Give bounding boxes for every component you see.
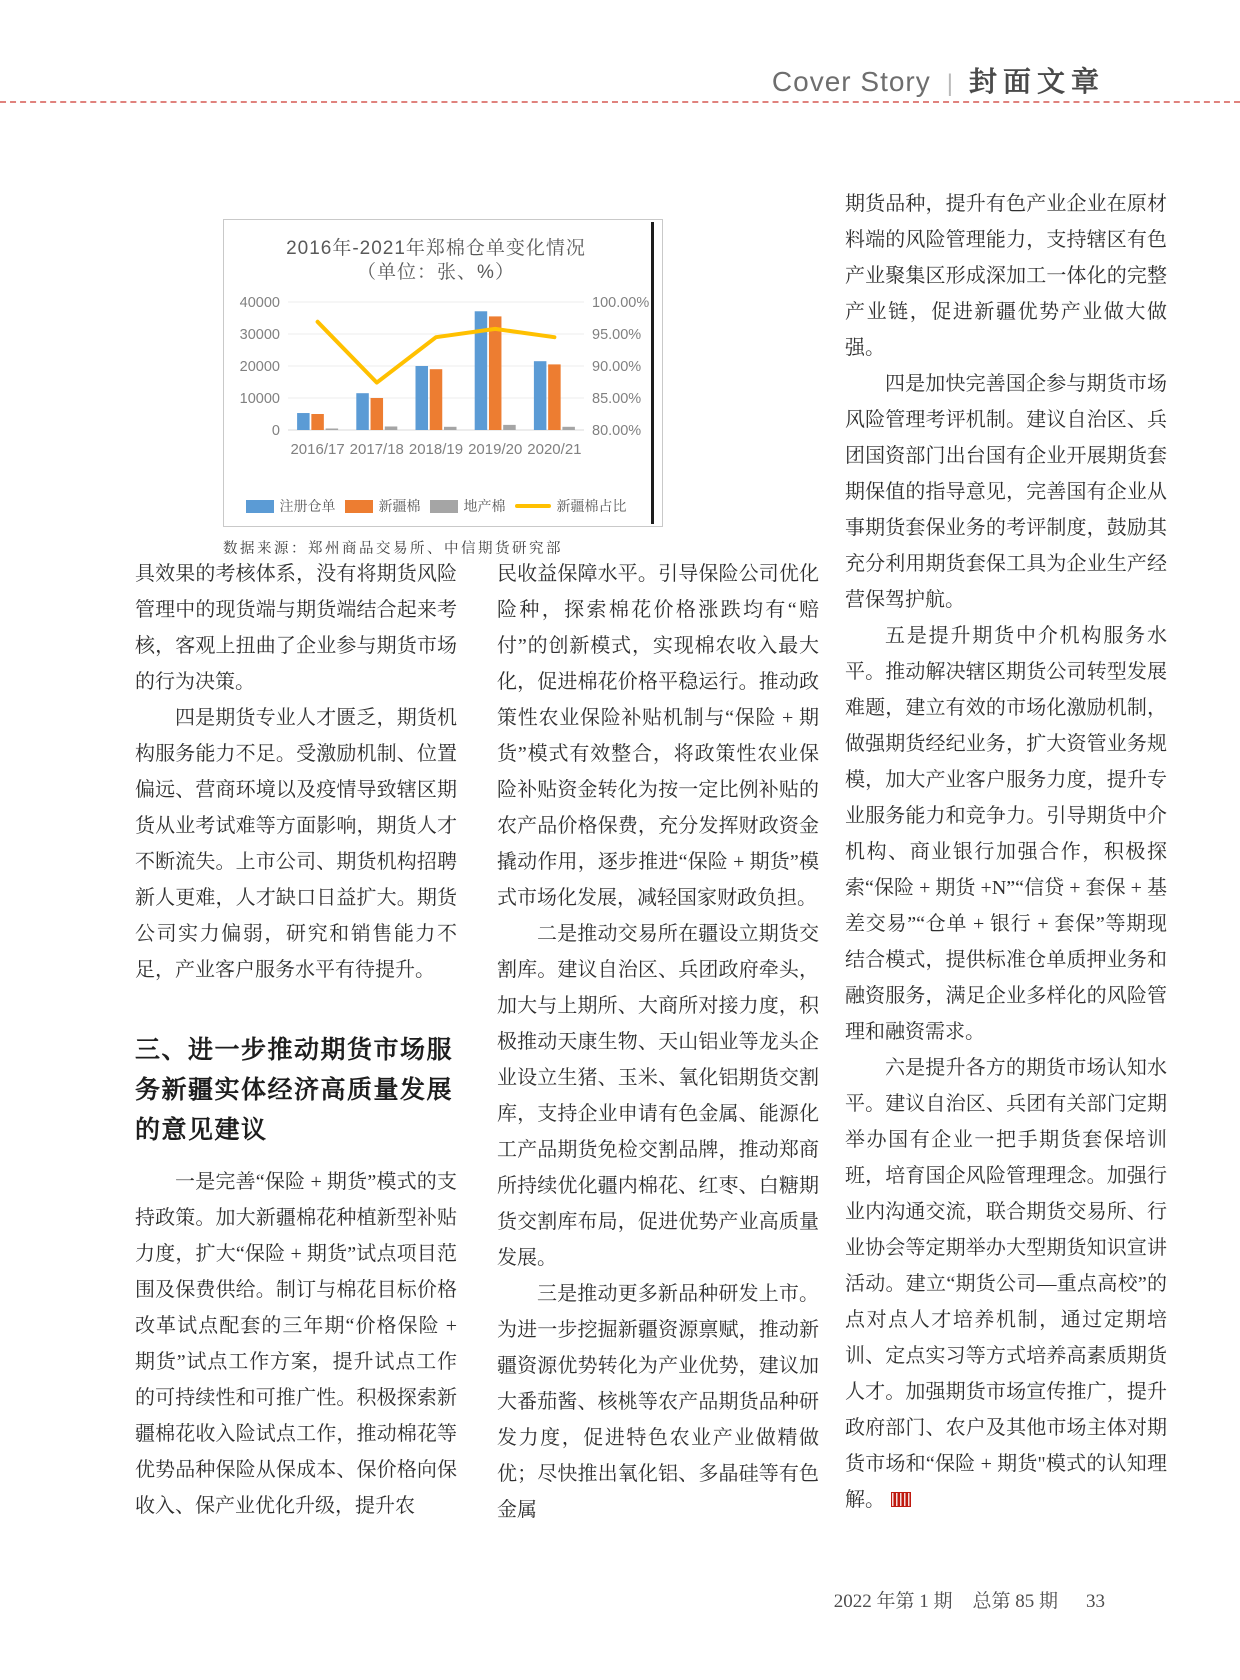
legend-label: 地产棉 [463, 498, 506, 514]
body-paragraph: 五是提升期货中介机构服务水平。推动解决辖区期货公司转型发展难题，建立有效的市场化激励机制，做强期货经纪业务，扩大资管业务规模，加大产业客户服务力度，提升专业服务能力和竞争力。引导期货中介机构、商业银行加强合作，积极探索“保险 + 期货 +N”“信贷 + 套保 + 基差交易”“仓单 + 银行 + 套保”等期现结合模式，提供标准仓单质押业务和融资服务，满足企业多样化的风险管理和融资需求。 [845, 625, 1167, 1043]
legend-item [345, 496, 421, 516]
body-paragraph: 三是推动更多新品种研发上市。为进一步挖掘新疆资源禀赋，推动新疆资源优势转化为产业优势，建议加大番茄酱、核桃等农产品期货品种研发力度，促进特色农业产业做精做优；尽快推出氧化铝、多晶硅等有色金属 [497, 1283, 819, 1521]
svg-text:10000: 10000 [239, 391, 280, 407]
legend-item [430, 496, 506, 516]
footer-issue-year: 2022 年第 1 期 [833, 1591, 953, 1612]
svg-text:2016/17: 2016/17 [290, 441, 345, 458]
body-paragraph: 民收益保障水平。引导保险公司优化险种，探索棉花价格涨跌均有“赔付”的创新模式，实现棉农收入最大化，促进棉花价格平稳运行。推动政策性农业保险补贴机制与“保险 + 期货”模式有效整合，将政策性农业保险补贴资金转化为按一定比例补贴的农产品价格保费，充分发挥财政资金撬动作用，逐步推进“保险 + 期货”模式市场化发展，减轻国家财政负担。 [497, 563, 819, 909]
section-heading: 三、进一步推动期货市场服务新疆实体经济高质量发展的意见建议 [135, 1036, 454, 1144]
svg-text:30000: 30000 [239, 327, 280, 343]
header-title-zh: 封面文章 [968, 66, 1105, 97]
legend-item [515, 496, 627, 516]
page-footer [834, 1586, 1105, 1613]
svg-text:20000: 20000 [239, 359, 280, 375]
text-column-right [845, 186, 1167, 1518]
svg-text:2018/19: 2018/19 [408, 441, 464, 458]
svg-text:40000: 40000 [239, 295, 280, 311]
body-paragraph: 具效果的考核体系，没有将期货风险管理中的现货端与期货端结合起来考核，客观上扭曲了企业参与期货市场的行为决策。 [135, 563, 457, 693]
figure-source-caption: 数据来源：郑州商品交易所、中信期货研究部 [223, 541, 563, 557]
warehouse-receipt-chart [223, 219, 663, 527]
footer-issue-volume: 总第 85 期 [972, 1591, 1058, 1612]
svg-text:2017/18: 2017/18 [349, 441, 404, 458]
body-paragraph: 六是提升各方的期货市场认知水平。建议自治区、兵团有关部门定期举办国有企业一把手期货套保培训班，培育国企风险管理理念。加强行业内沟通交流，联合期货交易所、行业协会等定期举办大型期货知识宣讲活动。建立“期货公司—重点高校”的点对点人才培养机制，通过定期培训、定点实习等方式培养高素质期货人才。加强期货市场宣传推广，提升政府部门、农户及其他市场主体对期货市场和“保险 + 期货"模式的认知理解。 [845, 1057, 1167, 1511]
svg-text:（单位：张、%）: （单位：张、%） [357, 262, 515, 283]
svg-text:80.00%: 80.00% [592, 423, 642, 439]
figure-right-rule [651, 222, 654, 524]
svg-text:90.00%: 90.00% [592, 359, 642, 375]
text-column-middle [497, 556, 819, 1528]
body-paragraph: 一是完善“保险 + 期货”模式的支持政策。加大新疆棉花种植新型补贴力度，扩大“保险 + 期货”试点项目范围及保费供给。制订与棉花目标价格改革试点配套的三年期“价格保险 + 期货”试点工作方案，提升试点工作的可持续性和可推广性。积极探索新疆棉花收入险试点工作，推动棉花等优势品种保险从保成本、保价格向保收入、保产业优化升级，提升农 [135, 1171, 457, 1517]
svg-text:85.00%: 85.00% [592, 391, 642, 407]
svg-text:2016年-2021年郑棉仓单变化情况: 2016年-2021年郑棉仓单变化情况 [286, 238, 586, 259]
body-paragraph: 期货品种，提升有色产业企业在原材料端的风险管理能力，支持辖区有色产业聚集区形成深加工一体化的完整产业链，促进新疆优势产业做大做强。 [845, 193, 1167, 359]
legend-line-swatch [515, 504, 551, 508]
svg-text:2019/20: 2019/20 [468, 441, 523, 458]
header-separator: | [946, 70, 953, 97]
legend-bar-swatch [430, 500, 458, 513]
chart-plot [224, 220, 662, 472]
page-header [772, 60, 1105, 100]
chart-legend [224, 496, 648, 516]
legend-label: 新疆棉占比 [556, 498, 627, 514]
legend-bar-swatch [246, 500, 274, 513]
header-title-en: Cover Story [771, 66, 931, 97]
legend-label: 新疆棉 [378, 498, 421, 514]
page-number: 33 [1086, 1591, 1105, 1612]
legend-label: 注册仓单 [279, 498, 336, 514]
legend-item [246, 496, 336, 516]
svg-text:2020/21: 2020/21 [527, 441, 582, 458]
article-end-mark-icon [891, 1492, 911, 1507]
body-paragraph: 四是加快完善国企参与期货市场风险管理考评机制。建议自治区、兵团国资部门出台国有企业开展期货套期保值的指导意见，完善国有企业从事期货套保业务的考评制度，鼓励其充分利用期货套保工具为企业生产经营保驾护航。 [845, 373, 1167, 611]
svg-text:100.00%: 100.00% [592, 295, 650, 311]
body-paragraph: 四是期货专业人才匮乏，期货机构服务能力不足。受激励机制、位置偏远、营商环境以及疫情导致辖区期货从业考试难等方面影响，期货人才不断流失。上市公司、期货机构招聘新人更难，人才缺口日益扩大。期货公司实力偏弱，研究和销售能力不足，产业客户服务水平有待提升。 [135, 707, 457, 981]
svg-text:0: 0 [271, 423, 280, 439]
footer-issue [834, 1586, 1058, 1613]
svg-text:95.00%: 95.00% [592, 327, 642, 343]
body-paragraph: 二是推动交易所在疆设立期货交割库。建议自治区、兵团政府牵头，加大与上期所、大商所对接力度，积极推动天康生物、天山铝业等龙头企业设立生猪、玉米、氧化铝期货交割库，支持企业申请有色金属、能源化工产品期货免检交割品牌，推动郑商所持续优化疆内棉花、红枣、白糖期货交割库布局，促进优势产业高质量发展。 [497, 923, 819, 1269]
text-column-left [135, 556, 457, 1524]
legend-bar-swatch [345, 500, 373, 513]
